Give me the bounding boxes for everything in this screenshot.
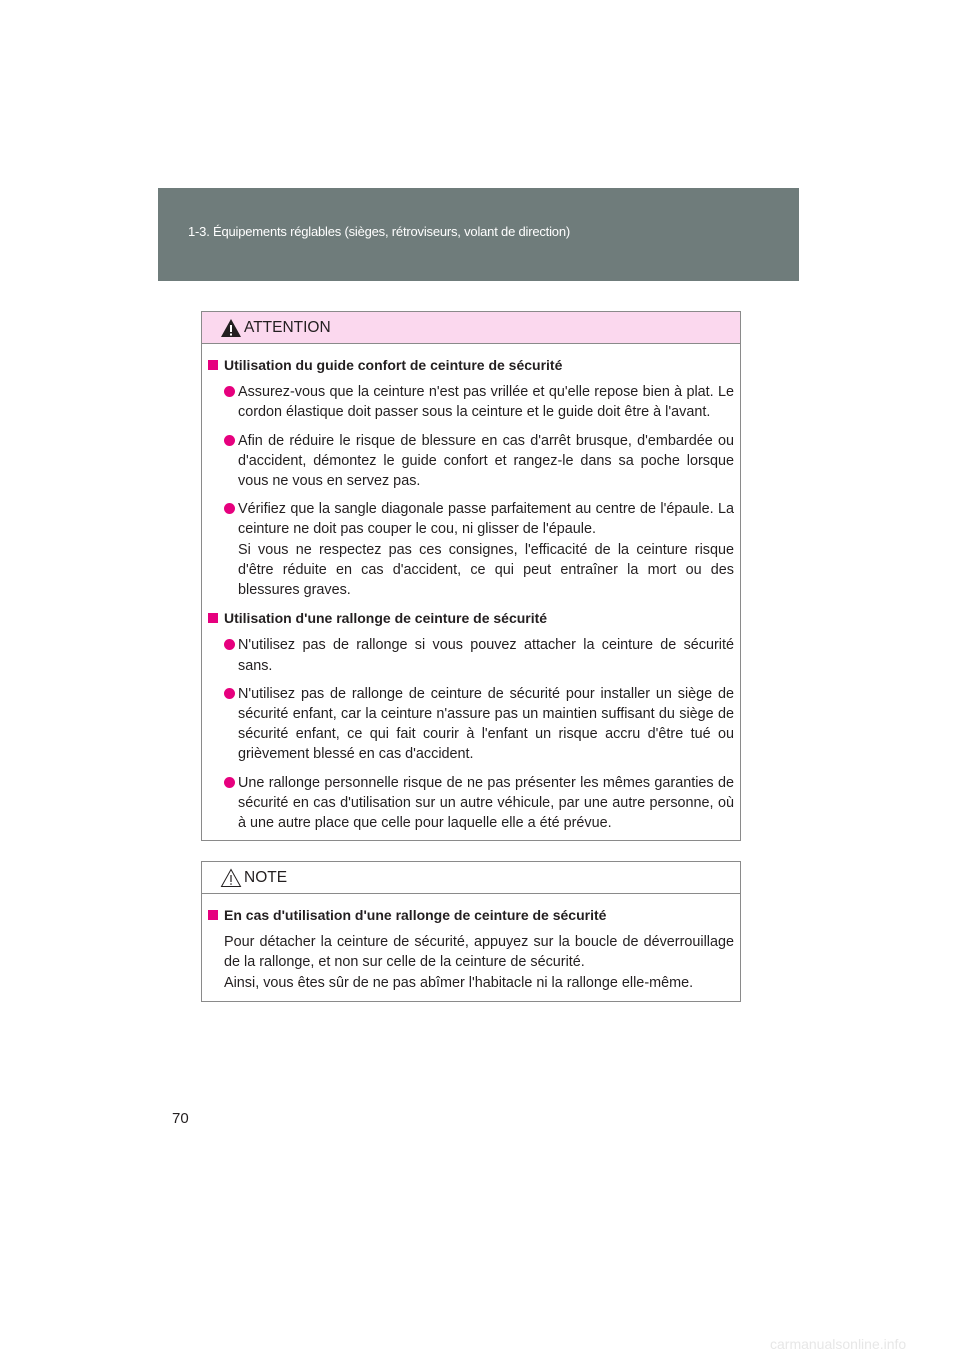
list-item xyxy=(208,635,734,675)
note-box xyxy=(201,861,741,1002)
section-heading: Utilisation du guide confort de ceinture de sécurité xyxy=(208,355,734,375)
square-bullet-icon xyxy=(208,360,218,370)
page-number: 70 xyxy=(172,1110,189,1127)
round-bullet-icon xyxy=(224,435,235,446)
bullet-text: Vérifiez que la sangle diagonale passe parfaitement au centre de l'épaule. La ceinture ne doit pas couper le cou, ni glisser de l'épaule. xyxy=(238,501,734,538)
round-bullet-icon xyxy=(224,688,235,699)
attention-section-2 xyxy=(208,608,734,833)
list-item xyxy=(208,684,734,765)
list-item xyxy=(208,773,734,834)
note-text xyxy=(208,932,734,993)
note-body xyxy=(202,894,740,993)
attention-box xyxy=(201,311,741,841)
section-header-band xyxy=(158,188,799,281)
caution-outline-icon xyxy=(220,868,242,888)
bullet-text: N'utilisez pas de rallonge si vous pouvez attacher la ceinture de sécurité sans. xyxy=(238,637,734,674)
bullet-text: Assurez-vous que la ceinture n'est pas vrillée et qu'elle repose bien à plat. Le cordon élastique doit passer sous la ceinture et le guide doit être à l'avant. xyxy=(238,384,734,421)
attention-label: ATTENTION xyxy=(244,319,331,336)
round-bullet-icon xyxy=(224,503,235,514)
square-bullet-icon xyxy=(208,910,218,920)
bullet-text: Si vous ne respectez pas ces consignes, l'efficacité de la ceinture risque d'être réduite en cas d'accident, ce qui peut entraîner la mort ou des blessures graves. xyxy=(238,541,734,599)
attention-section-1 xyxy=(208,355,734,600)
warning-icon xyxy=(220,318,242,338)
watermark-logo: carmanualsonline.info xyxy=(770,1336,907,1352)
paragraph: Ainsi, vous êtes sûr de ne pas abîmer l'habitacle ni la rallonge elle-même. xyxy=(224,974,694,991)
attention-header xyxy=(202,312,740,344)
bullet-text: N'utilisez pas de rallonge de ceinture de sécurité pour installer un siège de sécurité enfant, car la ceinture n'assure pas un maintien suffisant du siège de sécurité enfant, ce qui fait courir à l'enfant un risque accru d'être tué ou grièvement blessé en cas d'accident. xyxy=(238,685,734,763)
list-item xyxy=(208,382,734,422)
square-bullet-icon xyxy=(208,613,218,623)
round-bullet-icon xyxy=(224,386,235,397)
section-heading: En cas d'utilisation d'une rallonge de ceinture de sécurité xyxy=(208,905,734,925)
list-item xyxy=(208,431,734,492)
list-item xyxy=(208,499,734,600)
bullet-text: Une rallonge personnelle risque de ne pas présenter les mêmes garanties de sécurité en cas d'utilisation sur un autre véhicule, par une autre personne, où à une autre place que celle pour laquelle elle a été prévue. xyxy=(238,774,734,832)
paragraph: Pour détacher la ceinture de sécurité, appuyez sur la boucle de déverrouillage de la rallonge, et non sur celle de la ceinture de sécurité. xyxy=(224,934,734,971)
round-bullet-icon xyxy=(224,777,235,788)
note-header xyxy=(202,862,740,894)
section-heading: Utilisation d'une rallonge de ceinture de sécurité xyxy=(208,608,734,628)
note-label: NOTE xyxy=(244,869,288,886)
section-title: 1-3. Équipements réglables (sièges, rétroviseurs, volant de direction) xyxy=(188,224,570,239)
round-bullet-icon xyxy=(224,639,235,650)
bullet-text: Afin de réduire le risque de blessure en cas d'arrêt brusque, d'embardée ou d'accident, démontez le guide confort et rangez-le dans sa poche lorsque vous ne vous en servez pas. xyxy=(238,432,734,490)
attention-body xyxy=(202,344,740,833)
